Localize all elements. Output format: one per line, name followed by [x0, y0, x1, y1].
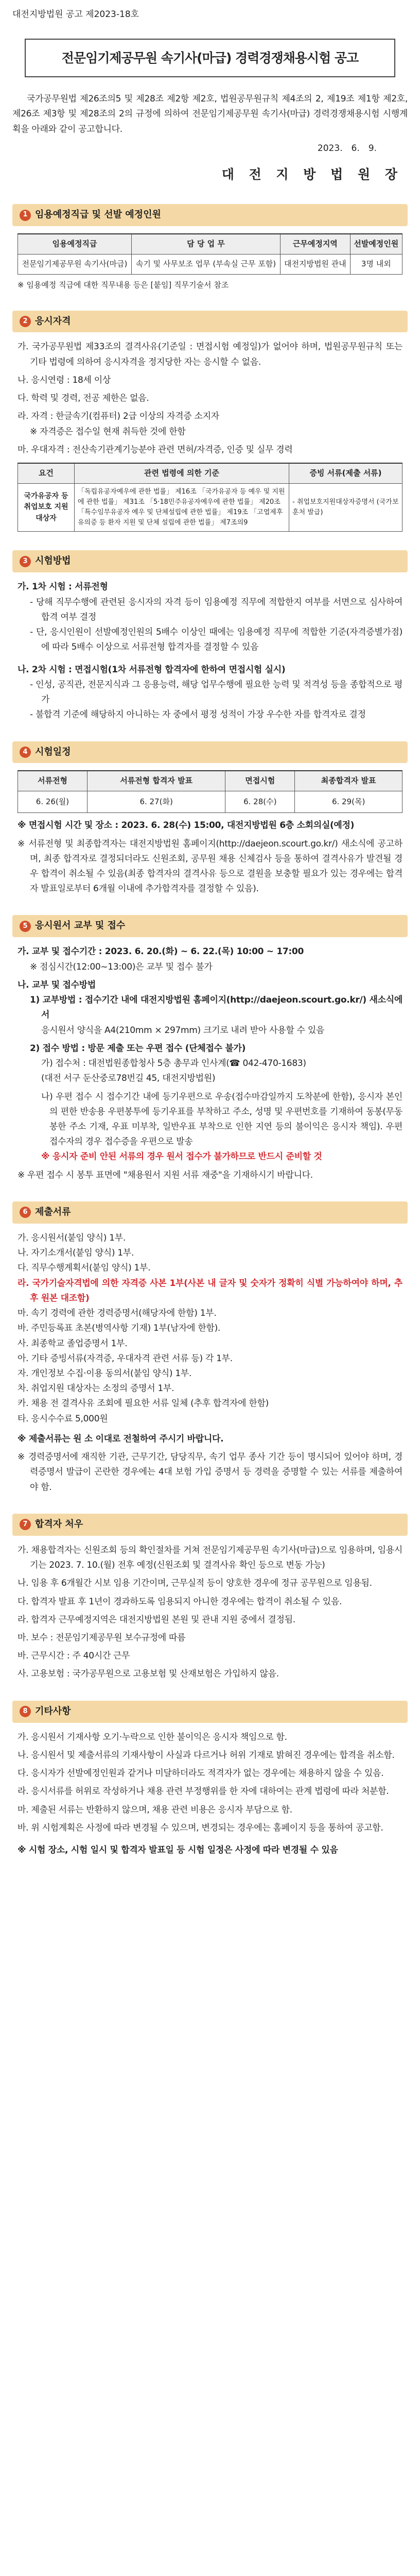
- section-2-header: [12, 311, 408, 333]
- list-item: 마. 보수 : 전문임기제공무원 보수규정에 따름: [18, 1632, 186, 1643]
- table-row: [18, 254, 402, 274]
- table-header-cell: 근무예정지역: [281, 234, 351, 254]
- section-number-badge: 1: [20, 210, 31, 221]
- notice-title: 전문임기제공무원 속기사(마급) 경력경쟁채용시험 공고: [25, 39, 395, 77]
- table-header-cell: 서류전형: [18, 771, 87, 791]
- section-title: 시험방법: [35, 555, 71, 567]
- subheading: 나. 교부 및 접수방법: [18, 979, 96, 990]
- preference-table: [18, 463, 402, 532]
- list-item: 바. 근무시간 : 주 40시간 근무: [18, 1651, 130, 1662]
- table-cell: 6. 26(월): [18, 791, 87, 813]
- section-note: ※ 임용예정 직급에 대한 직무내용 등은 [붙임] 직무기술서 참조: [18, 280, 229, 290]
- table-row: [18, 791, 402, 813]
- paragraph: 나. 응시연령 : 18세 이상: [18, 375, 111, 385]
- list-item: 차. 취업지원 대상자는 소정의 증명서 1부.: [18, 1383, 174, 1394]
- list-item: 카. 채용 전 결격사유 조회에 필요한 서류 일체 (추후 합격자에 한함): [18, 1398, 269, 1409]
- paragraph: 가) 접수처 : 대전법원종합청사 5층 총무과 인사계(☎ 042-470-1683): [41, 1058, 306, 1069]
- paragraph-note: ※ 경력증명서에 재직한 기관, 근무기간, 담당직무, 속기 업무 종사 기간 등이 명시되어 있어야 하며, 경력증명서 발급이 곤란한 경우에는 4대 보험 가입 증명서 등 경력을 증명할 수 있는 서류를 제출하여야 함.: [18, 1452, 402, 1493]
- section-1-header: [12, 204, 408, 226]
- paragraph: 마. 우대자격 : 전산속기관계기능분야 관련 면허/자격증, 인증 및 실무 경력: [18, 444, 293, 455]
- paragraph: - 불합격 기준에 해당하지 아니하는 자 중에서 평정 성적이 가장 우수한 자를 합격자로 결정: [30, 709, 366, 720]
- list-item: 가. 응시원서 기재사항 오기·누락으로 인한 불이익은 응시자 책임으로 함.: [18, 1732, 287, 1742]
- section-1-body: [12, 233, 408, 292]
- list-item: 다. 응시자가 선발예정인원과 같거나 미달하더라도 적격자가 없는 경우에는 채용하지 않을 수 있음.: [18, 1768, 384, 1779]
- list-item: 마. 제출된 서류는 반환하지 않으며, 채용 관련 비용은 응시자 부담으로 함.: [18, 1804, 292, 1815]
- paragraph: 라. 자격 : 한글속기(컴퓨터) 2급 이상의 자격증 소지자: [18, 411, 219, 422]
- final-note: ※ 시험 장소, 시험 일시 및 합격자 발표일 등 시험 일정은 사정에 따라 변경될 수 있음: [18, 1845, 338, 1856]
- notice-number: 대전지방법원 공고 제2023-18호: [12, 9, 139, 20]
- section-number-badge: 3: [20, 556, 31, 567]
- list-item: 나. 응시원서 및 제출서류의 기재사항이 사실과 다르거나 허위 기재로 밝혀진 경우에는 합격을 취소함.: [18, 1750, 395, 1760]
- table-header-cell: 요건: [18, 463, 75, 483]
- section-4-body: [12, 770, 408, 896]
- paragraph: - 단, 응시인원이 선발예정인원의 5배수 이상인 때에는 임용예정 직무에 적합한 기준(자격증별가점)에 따라 5배수 이상으로 서류전형 합격자를 결정할 수 있음: [30, 627, 402, 653]
- list-item: 라. 응시서류를 허위로 작성하거나 채용 관련 부정행위를 한 자에 대하여는 관계 법령에 따라 처분함.: [18, 1786, 389, 1797]
- section-2-body: [12, 340, 408, 532]
- section-8-body: [12, 1730, 408, 1858]
- section-title: 임용예정직급 및 선발 예정인원: [35, 209, 161, 221]
- list-item: 자. 개인정보 수집·이용 동의서(붙임 양식) 1부.: [18, 1368, 192, 1379]
- table-header-cell: 관련 법령에 의한 기준: [75, 463, 289, 483]
- table-cell: 6. 28(수): [225, 791, 295, 813]
- subheading: 가. 1차 시험 : 서류전형: [18, 582, 108, 592]
- table-header-cell: 선발예정인원: [350, 234, 402, 254]
- section-title: 기타사항: [35, 1705, 71, 1717]
- paragraph: 응시원서 양식을 A4(210mm × 297mm) 크기로 내려 받아 사용할 수 있음: [41, 1025, 325, 1036]
- list-item: 가. 응시원서(붙임 양식) 1부.: [18, 1232, 126, 1243]
- list-item: 타. 응시수수료 5,000원: [18, 1413, 108, 1424]
- table-header-cell: 담 당 업 무: [131, 234, 280, 254]
- section-title: 응시자격: [35, 315, 71, 327]
- table-cell: 국가유공자 등 취업보호 지원 대상자: [18, 483, 75, 532]
- table-cell: 전문임기제공무원 속기사(마급): [18, 254, 132, 274]
- section-6-header: [12, 1201, 408, 1224]
- table-header-row: [18, 771, 402, 791]
- section-7-header: [12, 1514, 408, 1536]
- section-number-badge: 2: [20, 316, 31, 327]
- table-header-row: [18, 234, 402, 254]
- list-item: 마. 속기 경력에 관한 경력증명서(해당자에 한함) 1부.: [18, 1308, 217, 1319]
- paragraph: - 당해 직무수행에 관련된 응시자의 자격 등이 임용예정 직무에 적합한지 여부를 서면으로 심사하여 합격 여부 결정: [30, 597, 402, 622]
- list-item: 사. 고용보험 : 국가공무원으로 고용보험 및 산재보험은 가입하지 않음.: [18, 1669, 279, 1680]
- paragraph-note: ※ 점심시간(12:00~13:00)은 교부 및 접수 불가: [30, 961, 213, 972]
- paragraph-note: ※ 우편 접수 시 봉투 표면에 "채용원서 지원 서류 재중"을 기재하시기 바랍니다.: [18, 1170, 313, 1180]
- section-6-body: [12, 1231, 408, 1495]
- table-cell: 「독립유공자예우에 관한 법률」 제16조 「국가유공자 등 예우 및 지원에 관한 법률」 제31조 「5·18민주유공자예우에 관한 법률」 제20조 「특수임무유공자 예우 및 단체설립에 관한 법률」 제19조 「고엽제후유의증 등 환자 지원 및 단체 설립에 관한 법률」 제7조의9: [75, 483, 289, 532]
- subheading: 가. 교부 및 접수기간 : 2023. 6. 20.(화) ~ 6. 22.(목) 10:00 ~ 17:00: [18, 946, 304, 957]
- list-item: 가. 채용합격자는 신원조회 등의 확인절차를 거쳐 전문임기제공무원 속기사(마급)으로 임용하며, 임용시기는 2023. 7. 10.(월) 전후 예정(신원조회 및 결격사유 확인 등으로 변동 가능): [18, 1545, 402, 1571]
- signer: 대 전 지 방 법 원 장: [221, 167, 402, 182]
- list-item: 바. 위 시험계획은 사정에 따라 변경될 수 있으며, 변경되는 경우에는 홈페이지 등을 통하여 공고함.: [18, 1822, 383, 1833]
- paragraph: 2) 접수 방법 : 방문 제출 또는 우편 접수 (단체접수 불가): [30, 1043, 246, 1054]
- position-table: [18, 233, 402, 275]
- section-8-header: [12, 1701, 408, 1723]
- paragraph-note: ※ 제출서류는 원 소 이대로 전철하여 주시기 바랍니다.: [18, 1433, 224, 1444]
- paragraph: 나) 우편 접수 시 접수기간 내에 등기우편으로 우송(접수마감일까지 도착분에 한함), 응시자 본인의 편한 반송용 우편봉투에 등기우표를 부착하고 주소, 성명 및 우편번호를 기재하여 동봉(무동봉한 주소 기재, 우표 미부착, 일반우표 부착으로 인한 지연 등의 불이익은 응시자 책임). 우편 접수자의 경우 접수증을 우편으로 발송: [41, 1091, 402, 1147]
- section-3-header: [12, 550, 408, 572]
- announcement-note: ※ 서류전형 및 최종합격자는 대전지방법원 홈페이지(http://daejeon.scourt.go.kr/) 새소식에 공고하며, 최종 합격자로 결정되더라도 신원조회, 공무원 채용 신체검사 등을 통하여 결격사유가 발견될 경우 합격이 취소될 수 있음(최종 합격자의 결격사유 등으로 결원을 보충할 필요가 있는 경우에는 합격자 발표일로부터 6개월 이내에 추가합격자를 결정할 수 있음).: [18, 838, 402, 894]
- section-number-badge: 8: [20, 1706, 31, 1717]
- paragraph: - 인성, 공직관, 전문지식과 그 응용능력, 해당 업무수행에 필요한 능력 및 적격성 등을 종합적으로 평가: [30, 679, 402, 705]
- list-item: 나. 자기소개서(붙임 양식) 1부.: [18, 1248, 134, 1259]
- paragraph: 다. 학력 및 경력, 전공 제한은 없음.: [18, 393, 149, 404]
- paragraph: 1) 교부방법 : 접수기간 내에 대전지방법원 홈페이지(http://daejeon.scourt.go.kr/) 새소식에서: [30, 995, 402, 1021]
- table-header-row: [18, 463, 402, 483]
- section-title: 제출서류: [35, 1206, 71, 1217]
- table-header-cell: 면접시험: [225, 771, 295, 791]
- table-cell: 대전지방법원 관내: [281, 254, 351, 274]
- paragraph-note: ※ 자격증은 접수일 현재 취득한 것에 한함: [30, 426, 186, 437]
- table-cell: 6. 29(목): [295, 791, 402, 813]
- table-cell: 6. 27(화): [87, 791, 225, 813]
- schedule-table: [18, 770, 402, 813]
- list-item: 라. 국가기술자격법에 의한 자격증 사본 1부(사본 내 글자 및 숫자가 정확히 식별 가능하여야 하며, 추후 원본 대조함): [18, 1278, 402, 1303]
- table-cell: - 취업보호지원대상자증명서 (국가보훈처 발급): [289, 483, 402, 532]
- section-title: 시험일정: [35, 746, 71, 757]
- subheading: 나. 2차 시험 : 면접시험(1차 서류전형 합격자에 한하여 면접시험 실시): [18, 664, 286, 675]
- section-number-badge: 6: [20, 1207, 31, 1218]
- section-title: 합격자 처우: [35, 1518, 83, 1530]
- list-item: 다. 직무수행계획서(붙임 양식) 1부.: [18, 1263, 151, 1274]
- list-item: 아. 기타 증빙서류(자격증, 우대자격 관련 서류 등) 각 1부.: [18, 1353, 233, 1364]
- section-5-header: [12, 915, 408, 937]
- list-item: 사. 최종학교 졸업증명서 1부.: [18, 1338, 128, 1349]
- section-number-badge: 7: [20, 1519, 31, 1530]
- table-header-cell: 서류전형 합격자 발표: [87, 771, 225, 791]
- paragraph: (대전 서구 둔산중로78번길 45, 대전지방법원): [41, 1073, 216, 1084]
- section-7-body: [12, 1543, 408, 1682]
- notice-date: 2023. 6. 9.: [317, 143, 377, 154]
- section-number-badge: 5: [20, 921, 31, 932]
- list-item: 라. 합격자 근무예정지역은 대전지방법원 본원 및 관내 지원 중에서 결정됨.: [18, 1614, 295, 1625]
- interview-note: ※ 면접시험 시간 및 장소 : 2023. 6. 28(수) 15:00, 대전지방법원 6층 소회의실(예정): [18, 820, 355, 831]
- list-item: 바. 주민등록표 초본(병역사항 기재) 1부(남자에 한함).: [18, 1323, 221, 1334]
- section-3-body: [12, 580, 408, 722]
- paragraph: 가. 국가공무원법 제33조의 결격사유(기준일 : 면접시험 예정일)가 없어야 하며, 법원공무원규칙 또는 기타 법령에 의하여 응시자격을 정지당한 자는 응시할 수 없음.: [18, 342, 402, 367]
- section-number-badge: 4: [20, 747, 31, 758]
- warning-note: ※ 응시자 준비 안된 서류의 경우 원서 접수가 불가하므로 반드시 준비할 것: [41, 1151, 322, 1162]
- table-cell: 3명 내외: [350, 254, 402, 274]
- table-cell: 속기 및 사무보조 업무 (부속실 근무 포함): [131, 254, 280, 274]
- section-4-header: [12, 741, 408, 764]
- section-title: 응시원서 교부 및 접수: [35, 920, 126, 931]
- list-item: 다. 합격자 발표 후 1년이 경과하도록 임용되지 아니한 경우에는 합격이 취소될 수 있음.: [18, 1596, 342, 1607]
- table-header-cell: 임용예정직급: [18, 234, 132, 254]
- table-row: [18, 483, 402, 532]
- list-item: 나. 임용 후 6개월간 시보 임용 기간이며, 근무실적 등이 양호한 경우에 정규 공무원으로 임용됨.: [18, 1578, 372, 1589]
- section-5-body: [12, 944, 408, 1183]
- table-header-cell: 증빙 서류(제출 서류): [289, 463, 402, 483]
- intro-paragraph: 국가공무원법 제26조의5 및 제28조 제2항 제2호, 법원공무원규칙 제4조의 2, 제19조 제1항 제2호, 제26조 제3항 및 제28조의 2의 규정에 의하여 전문임기제공무원 속기사(마급) 경력경쟁채용시험 시행계획을 아래와 같이 공고합니다.: [12, 94, 408, 134]
- table-header-cell: 최종합격자 발표: [295, 771, 402, 791]
